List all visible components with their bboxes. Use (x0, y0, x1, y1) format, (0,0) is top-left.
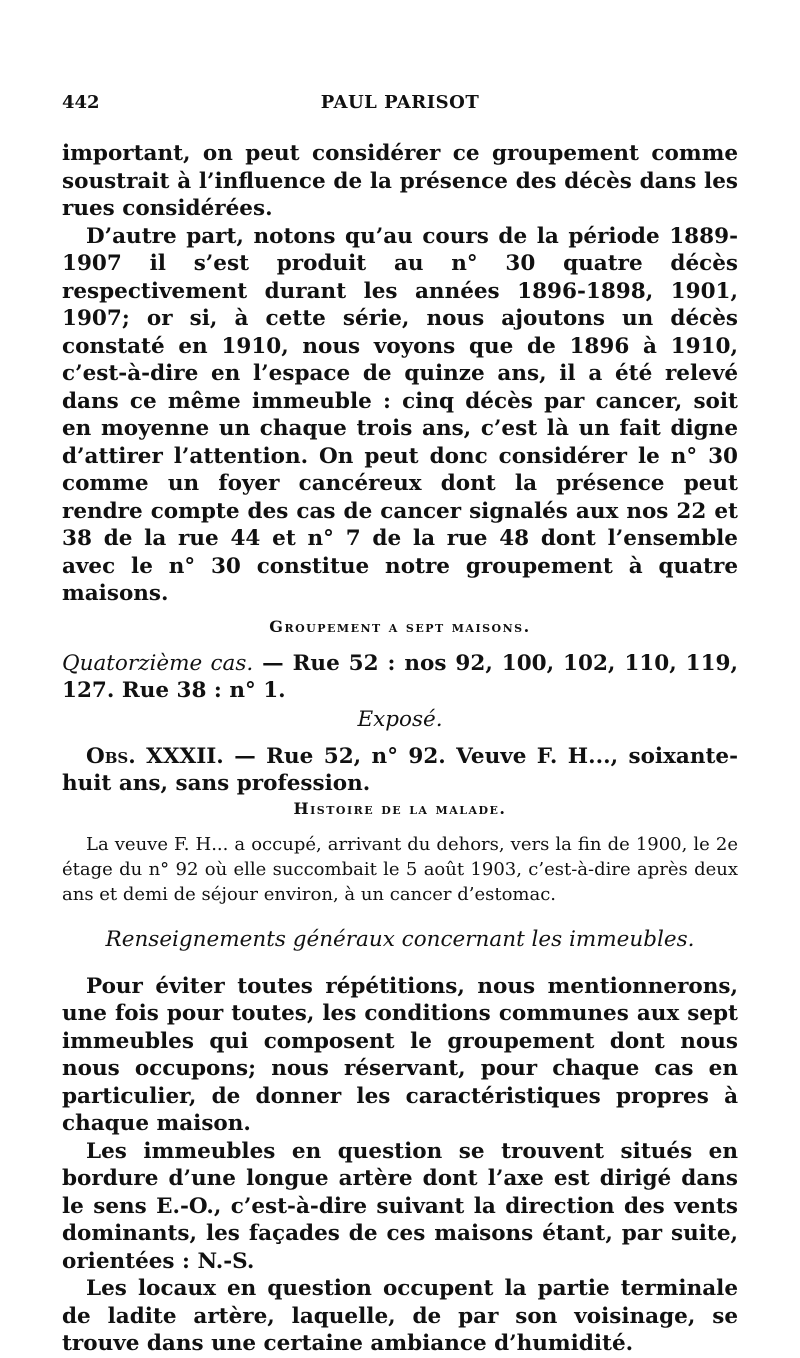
case-text: — Rue 52 : nos 92, 100, 102, 110, 119, 127. Rue 38 : n° 1. (62, 650, 738, 703)
section-heading-renseignements: Renseignements généraux concernant les immeubles. (105, 926, 695, 952)
paragraph-locaux: Les locaux en question occupent la partie terminale de ladite artère, laquelle, de par son voisinage, se trouve dans une certaine ambiance d’humidité. (62, 1276, 738, 1356)
page-body (62, 140, 738, 1358)
section-heading-groupement: Groupement a sept maisons. (269, 616, 531, 636)
expose-heading: Exposé. (357, 706, 443, 732)
paragraph-continuation: important, on peut considérer ce groupement comme soustrait à l’influence de la présence des décès dans les rues considérées. (62, 141, 738, 221)
obs-text: — Rue 52, n° 92. Veuve F. H..., soixante-huit ans, sans profession. (62, 743, 738, 796)
case-line (62, 650, 738, 705)
paragraph-repetitions: Pour éviter toutes répétitions, nous mentionnerons, une fois pour toutes, les conditions communes aux sept immeubles qui composent le groupement dont nous nous occupons; nous réservant, pour chaque cas en particulier, de donner les caractéristiques propres à chaque maison. (62, 973, 738, 1136)
running-head: PAUL PARISOT (320, 92, 480, 113)
case-label: Quatorzième cas. (62, 650, 254, 676)
page-header (62, 92, 738, 122)
page-number: 442 (62, 92, 100, 113)
paragraph-foyer: D’autre part, notons qu’au cours de la période 1889-1907 il s’est produit au n° 30 quatre décès respectivement durant les années 1896-1898, 1901, 1907; or si, à cette série, nous ajoutons un décès constaté en 1910, nous voyons que de 1896 à 1910, c’est-à-dire en l’espace de quinze ans, il a été relevé dans ce même immeuble : cinq décès par cancer, soit en moyenne un chaque trois ans, c’est là un fait digne d’attirer l’attention. On peut donc considérer le n° 30 comme un foyer cancéreux dont la présence peut rendre compte des cas de cancer signalés aux nos 22 et 38 de la rue 44 et n° 7 de la rue 48 dont l’ensemble avec le n° 30 constitue notre groupement à quatre maisons. (62, 223, 738, 606)
observation (62, 743, 738, 798)
obs-label: Obs. XXXII. (86, 743, 224, 769)
histoire-text: La veuve F. H... a occupé, arrivant du dehors, vers la fin de 1900, le 2e étage du n° 92 où elle succombait le 5 août 1903, c’est-à-dire après deux ans et demi de séjour environ, à un cancer d’estomac. (62, 833, 738, 905)
section-heading-histoire: Histoire de la malade. (293, 798, 507, 818)
paragraph-immeubles: Les immeubles en question se trouvent situés en bordure d’une longue artère dont l’axe est dirigé dans le sens E.-O., c’est-à-dire suivant la direction des vents dominants, les façades de ces maisons étant, par suite, orientées : N.-S. (62, 1138, 738, 1274)
